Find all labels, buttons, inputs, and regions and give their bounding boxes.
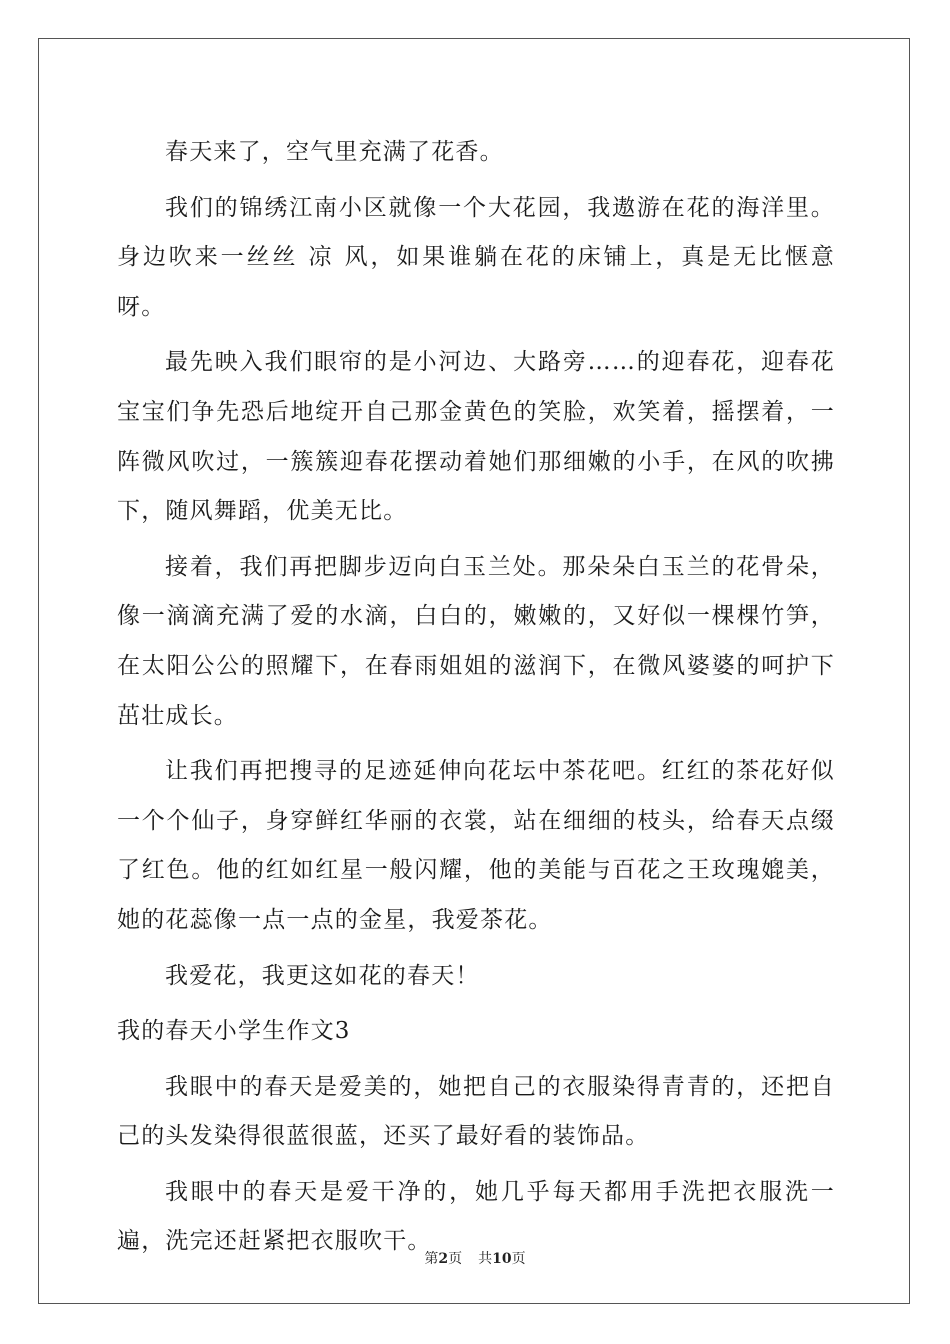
section-heading: 我的春天小学生作文3 bbox=[117, 1018, 351, 1045]
page-suffix: 页 bbox=[448, 1251, 463, 1267]
paragraph: 最先映入我们眼帘的是小河边、大路旁……的迎春花，迎春花宝宝们争先恐后地绽开自己那金黄色的笑脸，欢笑着，摇摆着，一阵微风吹过，一簇簇迎春花摆动着她们那细嫩的小手，在风的吹拂下，随风舞蹈，优美无比。 bbox=[117, 349, 835, 525]
total-page-count: 10 bbox=[492, 1251, 512, 1267]
paragraph: 接着，我们再把脚步迈向白玉兰处。那朵朵白玉兰的花骨朵，像一滴滴充满了爱的水滴，白白的，嫩嫩的，又好似一棵棵竹笋，在太阳公公的照耀下，在春雨姐姐的滋润下，在微风婆婆的呵护下茁壮成长。 bbox=[117, 553, 835, 729]
total-suffix: 页 bbox=[511, 1251, 526, 1267]
page-prefix: 第 bbox=[424, 1251, 439, 1267]
total-prefix: 共 bbox=[478, 1251, 493, 1267]
paragraph: 春天来了，空气里充满了花香。 bbox=[165, 139, 504, 165]
paragraph: 我眼中的春天是爱干净的，她几乎每天都用手洗把衣服洗一遍，洗完还赶紧把衣服吹干。 bbox=[117, 1178, 835, 1255]
page-footer bbox=[0, 1248, 950, 1268]
paragraph: 我眼中的春天是爱美的，她把自己的衣服染得青青的，还把自己的头发染得很蓝很蓝，还买了最好看的装饰品。 bbox=[117, 1073, 835, 1150]
current-page-number: 2 bbox=[438, 1251, 449, 1267]
document-body bbox=[117, 128, 835, 1273]
paragraph: 我爱花，我更这如花的春天！ bbox=[165, 962, 480, 989]
paragraph: 让我们再把搜寻的足迹延伸向花坛中茶花吧。红红的茶花好似一个个仙子，身穿鲜红华丽的衣裳，站在细细的枝头，给春天点缀了红色。他的红如红星一般闪耀，他的美能与百花之王玫瑰媲美，她的花蕊像一点一点的金星，我爱茶花。 bbox=[117, 758, 835, 933]
paragraph: 我们的锦绣江南小区就像一个大花园，我遨游在花的海洋里。身边吹来一丝丝 凉 风，如果谁躺在花的床铺上，真是无比惬意呀。 bbox=[117, 194, 835, 320]
